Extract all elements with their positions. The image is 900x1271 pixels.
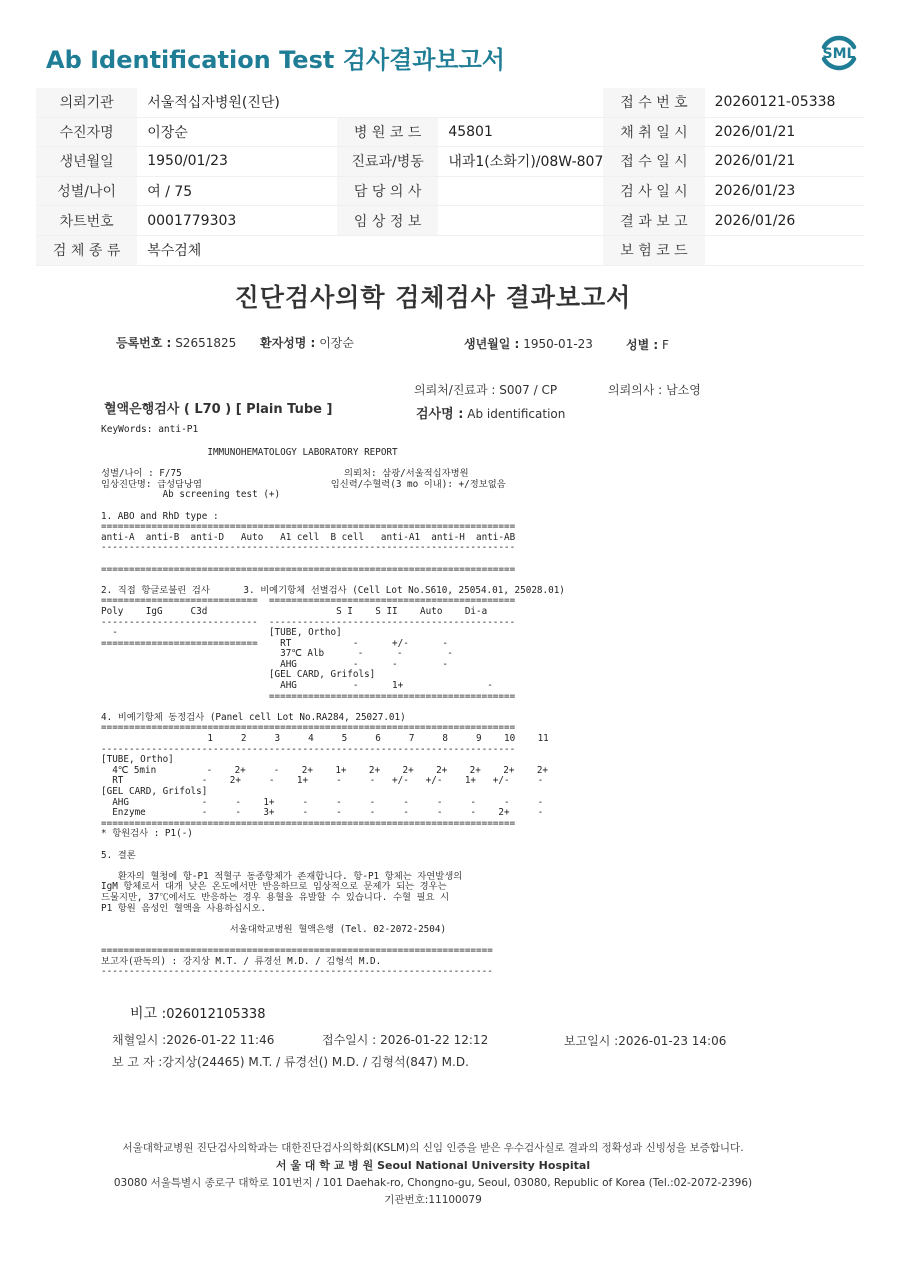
info-row	[36, 206, 864, 236]
info-row	[36, 88, 864, 117]
info-label: 접 수 일 시	[603, 147, 704, 177]
info-label: 채 취 일 시	[603, 117, 704, 147]
info-value: 1950/01/23	[137, 147, 337, 177]
referring-dept: 의뢰처/진료과 : S007 / CP	[414, 383, 558, 397]
info-value: 내과1(소화기)/08W-807	[438, 147, 603, 177]
info-label: 임 상 정 보	[337, 206, 438, 236]
info-label: 접 수 번 호	[603, 88, 704, 117]
info-value	[705, 235, 864, 265]
info-value: 2026/01/23	[705, 176, 864, 206]
patient-name: 환자성명 : 이장순	[260, 336, 354, 350]
info-label: 성별/나이	[36, 176, 137, 206]
report-title: 진단검사의학 검체검사 결과보고서	[234, 283, 632, 312]
sml-logo	[816, 30, 862, 76]
info-label: 결 과 보 고	[603, 206, 704, 236]
collection-time: 채혈일시 :2026-01-22 11:46	[112, 1033, 275, 1047]
footer-address: 03080 서울특별시 종로구 대학로 101번지 / 101 Daehak-ro, Chongno-gu, Seoul, 03080, Republic of Korea (Tel.:02-2072-2396)	[113, 1177, 753, 1189]
info-value: 서울적십자병원(진단)	[137, 88, 603, 117]
sex: 성별 : F	[626, 338, 669, 352]
info-value	[438, 206, 603, 236]
info-value: 복수검체	[137, 235, 603, 265]
registration-number: 등록번호 : S2651825	[116, 336, 237, 350]
info-value	[438, 176, 603, 206]
reporter: 보 고 자 :강지상(24465) M.T. / 류경선() M.D. / 김형석(847) M.D.	[112, 1055, 469, 1069]
patient-info-table	[36, 88, 864, 266]
info-label: 생년월일	[36, 147, 137, 177]
info-value: 2026/01/21	[705, 117, 864, 147]
info-value: 여 / 75	[137, 176, 337, 206]
info-label: 담 당 의 사	[337, 176, 438, 206]
report-time: 보고일시 :2026-01-23 14:06	[564, 1034, 727, 1048]
logo-text: SML	[822, 46, 856, 62]
birth-date: 생년월일 : 1950-01-23	[464, 337, 593, 351]
test-name: 검사명 : Ab identification	[416, 407, 566, 422]
info-value: 이장순	[137, 117, 337, 147]
info-value: 20260121-05338	[705, 88, 864, 117]
footer-institution-code: 기관번호:11100079	[384, 1194, 482, 1206]
info-label: 진료과/병동	[337, 147, 438, 177]
referring-doctor: 의뢰의사 : 남소영	[608, 383, 701, 397]
info-value: 2026/01/21	[705, 147, 864, 177]
receipt-time: 접수일시 : 2026-01-22 12:12	[322, 1033, 489, 1047]
info-label: 의뢰기관	[36, 88, 137, 117]
lab-report-scan-text: IMMUNOHEMATOLOGY LABORATORY REPORT 성별/나이 : F/75 의뢰처: 삼광/서울적십자병원 임상진단명: 급성담낭염 임신력/수혈력(3 mo 이내): +/정보없음 Ab screening test (+) 1. ABO and RhD type : ========================================================================== anti-A anti-B anti-D Auto A1 cell B cell anti-A1 anti-H anti-AB -------------------------------------------------------------------------- ========================================================================== 2. 직접 항글로불린 검사 3. 비예기항체 선별검사 (Cell Lot No.S610, 25054.01, 25028.01) ============================ ============================================ Poly IgG C3d S I S II Auto Di-a ---------------------------- -------------------------------------------- - [TUBE, Ortho] ============================ RT - +/- - 37℃ Alb - - - AHG - - - [GEL CARD, Grifols] AHG - 1+ - ============================================ 4. 비예기항체 동정검사 (Panel cell Lot No.RA284, 25027.01) ========================================================================== 1 2 3 4 5 6 7 8 9 10 11 -------------------------------------------------------------------------- [TUBE, Ortho] 4℃ 5min - 2+ - 2+ 1+ 2+ 2+ 2+ 2+ 2+ 2+ RT - 2+ - 1+ - - +/- +/- 1+ +/- - [GEL CARD, Grifols] AHG - - 1+ - - - - - - - - Enzyme - - 3+ - - - - - - 2+ - ========================================================================== * 항원검사 : P1(-) 5. 결론 환자의 혈청에 항-P1 적혈구 동종항체가 존재합니다. 항-P1 항체는 자연발생의 IgM 항체로서 대개 낮은 온도에서만 반응하므로 임상적으로 문제가 되는 경우는 드물지만, 37℃에서도 반응하는 경우 용혈을 유발할 수 있습니다. 수혈 필요 시 P1 항원 음성인 혈액을 사용하십시오. 서울대학교병원 혈액은행 (Tel. 02-2072-2504) ====================================================================== 보고자(판독의) : 강지상 M.T. / 류경선 M.D. / 김형석 M.D. ----------------------------------------------------------------------	[101, 447, 565, 978]
info-row	[36, 147, 864, 177]
info-label: 수진자명	[36, 117, 137, 147]
info-row	[36, 235, 864, 265]
info-label: 검 사 일 시	[603, 176, 704, 206]
info-value: 0001779303	[137, 206, 337, 236]
info-row	[36, 117, 864, 147]
info-row	[36, 176, 864, 206]
footer-certification: 서울대학교병원 진단검사의학과는 대한진단검사의학회(KSLM)의 신임 인증을 받은 우수검사실로 결과의 정확성과 신빙성을 보증합니다.	[122, 1142, 744, 1154]
info-label: 차트번호	[36, 206, 137, 236]
info-value: 2026/01/26	[705, 206, 864, 236]
footer-hospital-name: 서 울 대 학 교 병 원 Seoul National University Hospital	[275, 1159, 591, 1172]
report-header-title: Ab Identification Test 검사결과보고서	[46, 46, 505, 74]
info-value: 45801	[438, 117, 603, 147]
remark: 비고 :026012105338	[130, 1006, 266, 1022]
info-label: 검 체 종 류	[36, 235, 137, 265]
test-title: 혈액은행검사 ( L70 ) [ Plain Tube ]	[104, 402, 333, 417]
info-label: 병 원 코 드	[337, 117, 438, 147]
keywords: KeyWords: anti-P1	[101, 424, 199, 435]
info-label: 보 험 코 드	[603, 235, 704, 265]
